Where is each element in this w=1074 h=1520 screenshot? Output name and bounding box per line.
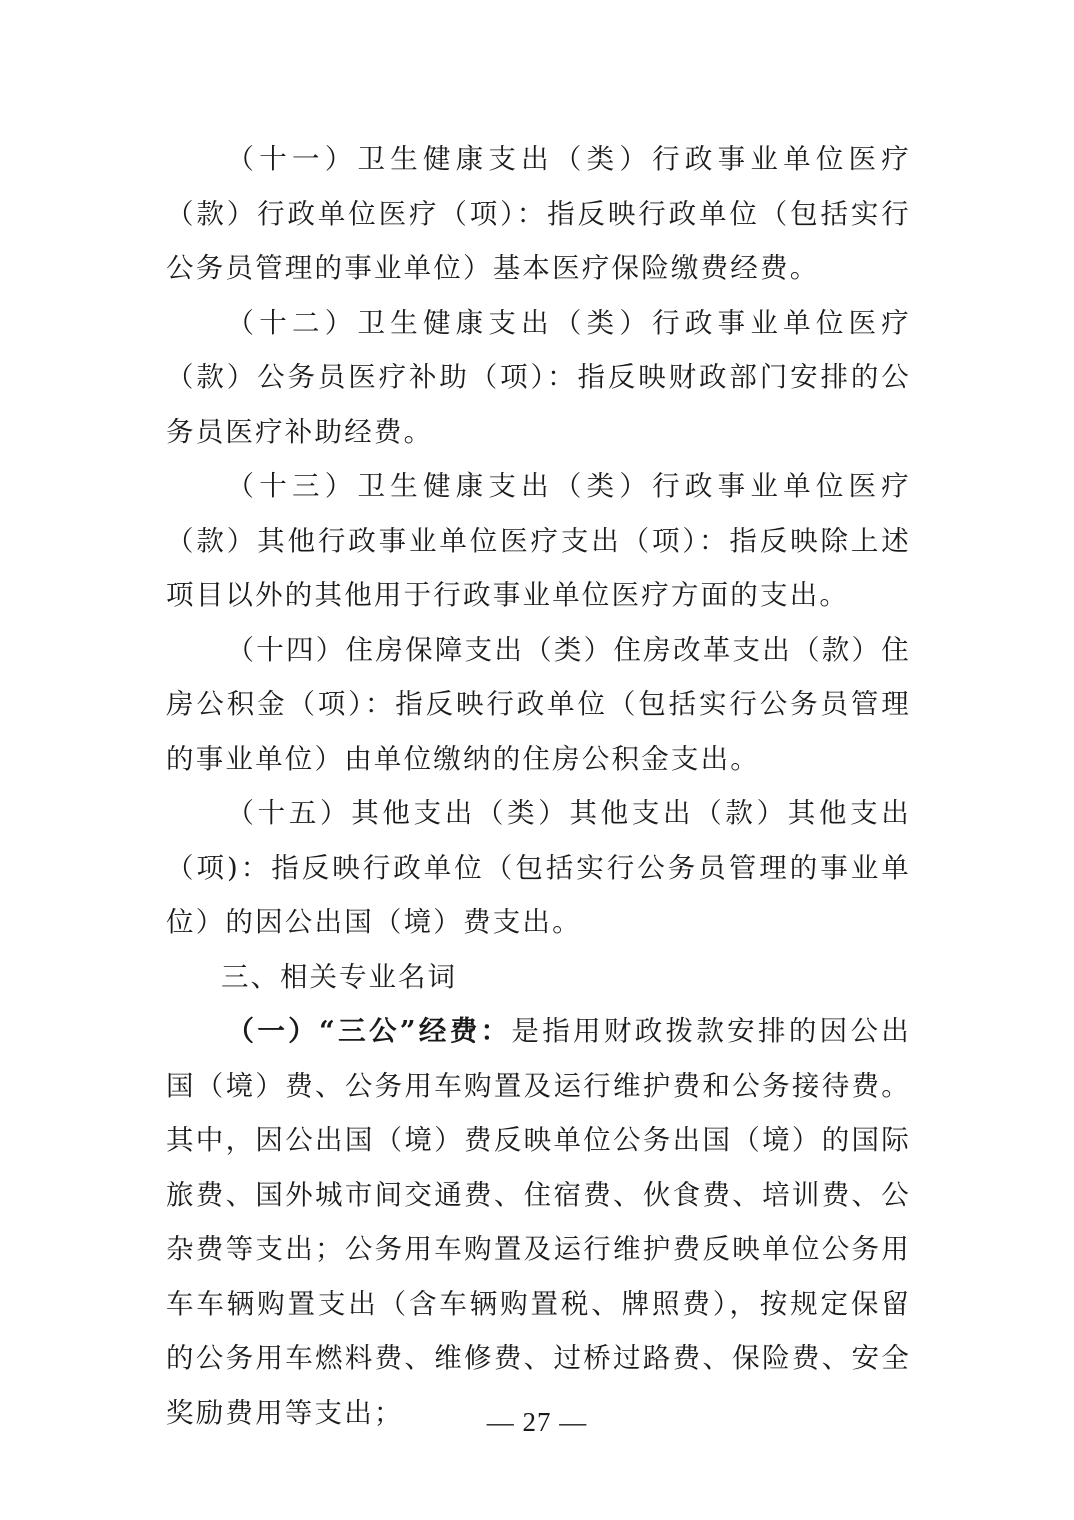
paragraph-item-13: （十三）卫生健康支出（类）行政事业单位医疗（款）其他行政事业单位医疗支出（项）：指反映除上述项目以外的其他用于行政事业单位医疗方面的支出。 bbox=[166, 470, 911, 611]
page-body bbox=[166, 132, 911, 1440]
term-label: （一）“三公”经费： bbox=[226, 1015, 512, 1047]
section-heading: 三、相关专业名词 bbox=[221, 960, 457, 993]
page-number: — 27 — bbox=[486, 1407, 588, 1437]
paragraph-item-11: （十一）卫生健康支出（类）行政事业单位医疗（款）行政单位医疗（项）：指反映行政单位（包括实行公务员管理的事业单位）基本医疗保险缴费经费。 bbox=[166, 143, 911, 284]
paragraph-item-12: （十二）卫生健康支出（类）行政事业单位医疗（款）公务员医疗补助（项）：指反映财政部门安排的公务员医疗补助经费。 bbox=[166, 306, 911, 448]
term-paragraph bbox=[166, 1004, 911, 1440]
paragraph-item-14: （十四）住房保障支出（类）住房改革支出（款）住房公积金（项）：指反映行政单位（包括实行公务员管理的事业单位）由单位缴纳的住房公积金支出。 bbox=[166, 633, 911, 775]
paragraph-item-15: （十五）其他支出（类）其他支出（款）其他支出（项)：指反映行政单位（包括实行公务员管理的事业单位）的因公出国（境）费支出。 bbox=[166, 797, 911, 938]
term-definition: 是指用财政拨款安排的因公出国（境）费、公务用车购置及运行维护费和公务接待费。其中，因公出国（境）费反映单位公务出国（境）的国际旅费、国外城市间交通费、住宿费、伙食费、培训费、公杂费等支出；公务用车购置及运行维护费反映单位公务用车车辆购置支出（含车辆购置税、牌照费），按规定保留的公务用车燃料费、维修费、过桥过路费、保险费、安全奖励费用等支出； bbox=[166, 1015, 911, 1429]
